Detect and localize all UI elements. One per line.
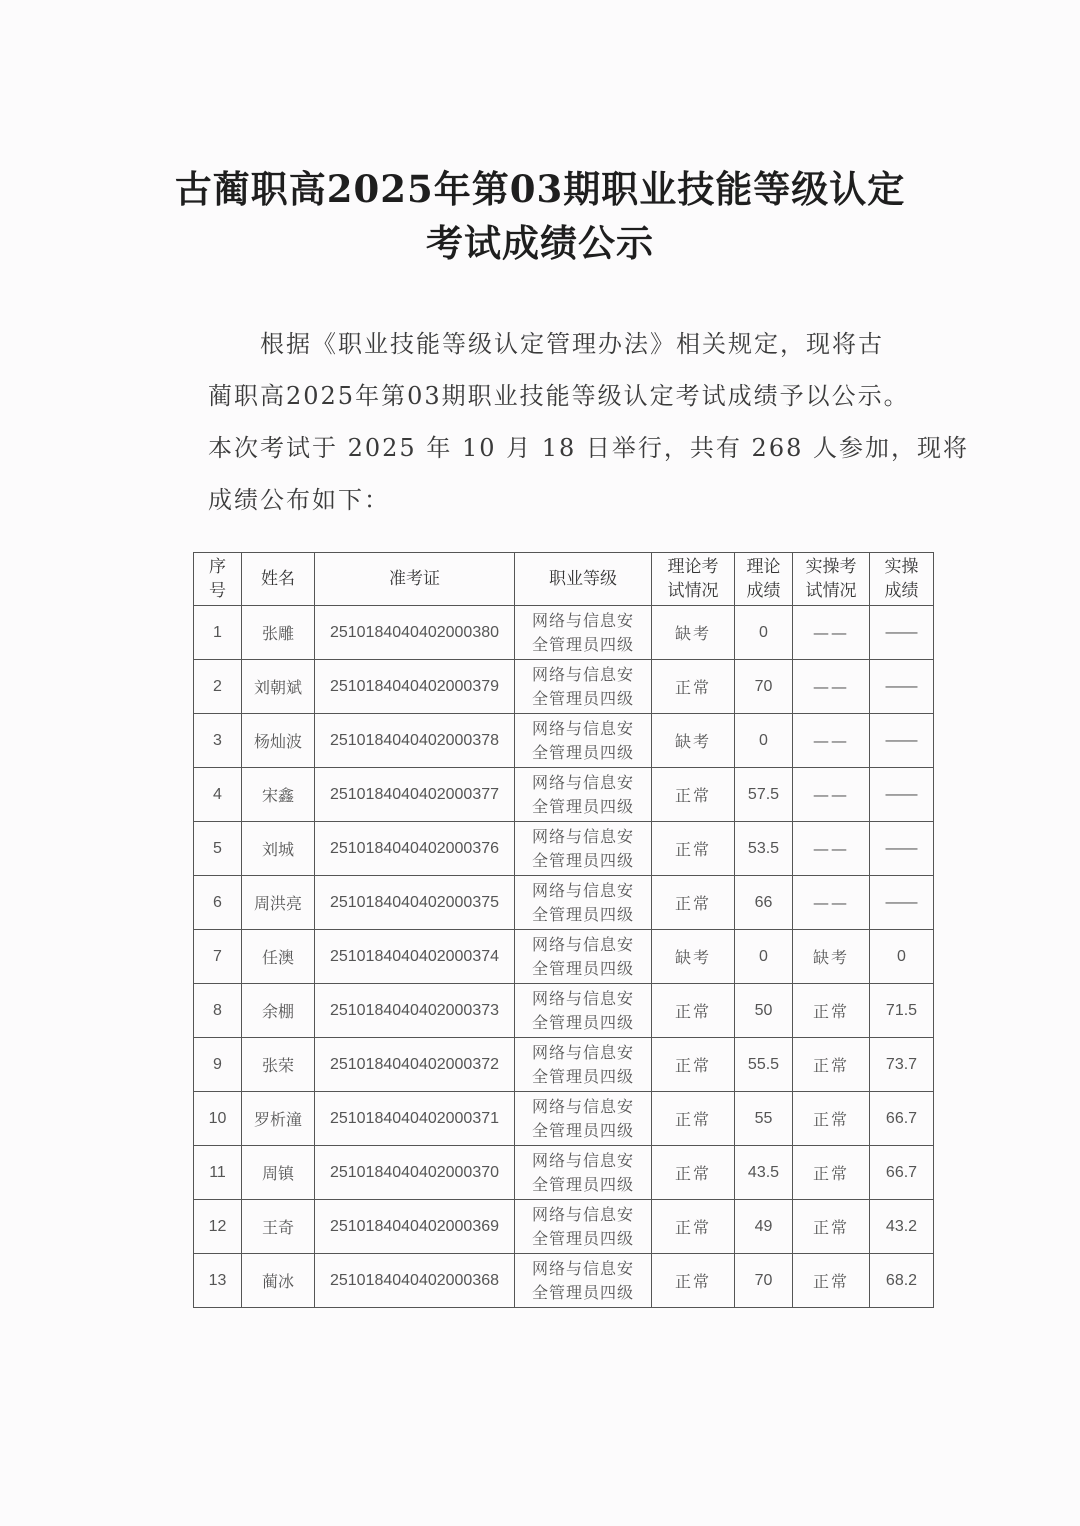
cell-theory-score: 70 bbox=[735, 1254, 793, 1308]
cell-level bbox=[515, 1254, 652, 1308]
cell-name: 杨灿波 bbox=[242, 714, 315, 768]
cell-level-line-2: 全管理员四级 bbox=[531, 850, 634, 870]
cell-theory-status: 正常 bbox=[652, 1038, 735, 1092]
cell-level-line-2: 全管理员四级 bbox=[531, 796, 634, 816]
cell-ticket: 2510184040402000376 bbox=[315, 822, 515, 876]
cell-level-line-2: 全管理员四级 bbox=[531, 742, 634, 762]
cell-practical-score: 0 bbox=[870, 930, 934, 984]
cell-theory-score: 49 bbox=[735, 1200, 793, 1254]
table-row bbox=[194, 714, 934, 768]
cell-level bbox=[515, 768, 652, 822]
cell-level-line-1: 网络与信息安 bbox=[531, 826, 634, 846]
table-row bbox=[194, 660, 934, 714]
cell-theory-status: 正常 bbox=[652, 1092, 735, 1146]
cell-name: 刘城 bbox=[242, 822, 315, 876]
title-line-2: 考试成绩公示 bbox=[426, 221, 654, 265]
table-row bbox=[194, 606, 934, 660]
paragraph-line-4: 成绩公布如下： bbox=[208, 486, 390, 514]
cell-ticket: 2510184040402000369 bbox=[315, 1200, 515, 1254]
cell-theory-status: 缺考 bbox=[652, 714, 735, 768]
cell-level-line-2: 全管理员四级 bbox=[531, 1174, 634, 1194]
cell-theory-status: 正常 bbox=[652, 822, 735, 876]
cell-name: 蔺冰 bbox=[242, 1254, 315, 1308]
cell-theory-score: 66 bbox=[735, 876, 793, 930]
cell-ticket: 2510184040402000370 bbox=[315, 1146, 515, 1200]
cell-seq: 4 bbox=[194, 768, 242, 822]
cell-seq: 3 bbox=[194, 714, 242, 768]
cell-practical-score: 66.7 bbox=[870, 1146, 934, 1200]
cell-practical-status: 正常 bbox=[793, 984, 870, 1038]
cell-level-line-1: 网络与信息安 bbox=[531, 772, 634, 792]
cell-practical-score: —— bbox=[870, 768, 934, 822]
cell-theory-status: 正常 bbox=[652, 984, 735, 1038]
cell-ticket: 2510184040402000379 bbox=[315, 660, 515, 714]
header-name: 姓名 bbox=[242, 553, 315, 606]
cell-practical-score: 73.7 bbox=[870, 1038, 934, 1092]
cell-ticket: 2510184040402000377 bbox=[315, 768, 515, 822]
cell-seq: 11 bbox=[194, 1146, 242, 1200]
cell-theory-score: 0 bbox=[735, 606, 793, 660]
cell-name: 周洪亮 bbox=[242, 876, 315, 930]
cell-level-line-1: 网络与信息安 bbox=[531, 1150, 634, 1170]
cell-practical-status: 正常 bbox=[793, 1146, 870, 1200]
cell-practical-score: 68.2 bbox=[870, 1254, 934, 1308]
cell-practical-score: —— bbox=[870, 876, 934, 930]
cell-level-line-2: 全管理员四级 bbox=[531, 1066, 634, 1086]
table-row bbox=[194, 768, 934, 822]
cell-name: 宋鑫 bbox=[242, 768, 315, 822]
cell-level bbox=[515, 984, 652, 1038]
cell-ticket: 2510184040402000380 bbox=[315, 606, 515, 660]
cell-level-line-2: 全管理员四级 bbox=[531, 1282, 634, 1302]
cell-theory-score: 53.5 bbox=[735, 822, 793, 876]
header-ticket: 准考证 bbox=[315, 553, 515, 606]
cell-theory-status: 正常 bbox=[652, 1200, 735, 1254]
cell-level-line-1: 网络与信息安 bbox=[531, 1042, 634, 1062]
cell-name: 任澳 bbox=[242, 930, 315, 984]
cell-seq: 7 bbox=[194, 930, 242, 984]
cell-level-line-1: 网络与信息安 bbox=[531, 934, 634, 954]
cell-name: 刘朝斌 bbox=[242, 660, 315, 714]
cell-theory-score: 55 bbox=[735, 1092, 793, 1146]
cell-name: 张荣 bbox=[242, 1038, 315, 1092]
cell-seq: 6 bbox=[194, 876, 242, 930]
cell-practical-status: 正常 bbox=[793, 1092, 870, 1146]
cell-name: 周镇 bbox=[242, 1146, 315, 1200]
cell-theory-score: 57.5 bbox=[735, 768, 793, 822]
header-theory-status: 理论考 试情况 bbox=[652, 553, 735, 606]
cell-practical-status: 正常 bbox=[793, 1200, 870, 1254]
cell-practical-status: 正常 bbox=[793, 1254, 870, 1308]
cell-level-line-2: 全管理员四级 bbox=[531, 1228, 634, 1248]
table-row bbox=[194, 1092, 934, 1146]
cell-practical-status: 正常 bbox=[793, 1038, 870, 1092]
cell-level-line-1: 网络与信息安 bbox=[531, 1204, 634, 1224]
header-seq: 序 号 bbox=[194, 553, 242, 606]
cell-seq: 13 bbox=[194, 1254, 242, 1308]
cell-level bbox=[515, 1146, 652, 1200]
cell-seq: 5 bbox=[194, 822, 242, 876]
cell-level bbox=[515, 1038, 652, 1092]
cell-level-line-2: 全管理员四级 bbox=[531, 688, 634, 708]
cell-level-line-1: 网络与信息安 bbox=[531, 880, 634, 900]
cell-theory-status: 正常 bbox=[652, 1146, 735, 1200]
cell-practical-score: —— bbox=[870, 714, 934, 768]
cell-seq: 9 bbox=[194, 1038, 242, 1092]
cell-theory-status: 缺考 bbox=[652, 930, 735, 984]
cell-theory-status: 缺考 bbox=[652, 606, 735, 660]
cell-ticket: 2510184040402000374 bbox=[315, 930, 515, 984]
cell-practical-status: —— bbox=[793, 714, 870, 768]
cell-level-line-1: 网络与信息安 bbox=[531, 1096, 634, 1116]
cell-theory-status: 正常 bbox=[652, 876, 735, 930]
cell-practical-status: —— bbox=[793, 606, 870, 660]
cell-level bbox=[515, 822, 652, 876]
cell-level-line-1: 网络与信息安 bbox=[531, 1258, 634, 1278]
cell-ticket: 2510184040402000375 bbox=[315, 876, 515, 930]
cell-seq: 12 bbox=[194, 1200, 242, 1254]
cell-theory-status: 正常 bbox=[652, 1254, 735, 1308]
cell-ticket: 2510184040402000368 bbox=[315, 1254, 515, 1308]
header-practical-status: 实操考 试情况 bbox=[793, 553, 870, 606]
table-row bbox=[194, 984, 934, 1038]
cell-practical-score: —— bbox=[870, 660, 934, 714]
cell-theory-status: 正常 bbox=[652, 660, 735, 714]
cell-level-line-1: 网络与信息安 bbox=[531, 664, 634, 684]
cell-level-line-2: 全管理员四级 bbox=[531, 1012, 634, 1032]
score-table bbox=[193, 552, 934, 1308]
title-line-1: 古蔺职高2025年第03期职业技能等级认定 bbox=[174, 167, 906, 211]
header-practical-score: 实操 成绩 bbox=[870, 553, 934, 606]
paragraph-line-2: 蔺职高2025年第03期职业技能等级认定考试成绩予以公示。 bbox=[208, 382, 910, 410]
cell-level-line-1: 网络与信息安 bbox=[531, 718, 634, 738]
cell-level-line-2: 全管理员四级 bbox=[531, 904, 634, 924]
cell-ticket: 2510184040402000371 bbox=[315, 1092, 515, 1146]
cell-theory-score: 0 bbox=[735, 930, 793, 984]
cell-ticket: 2510184040402000372 bbox=[315, 1038, 515, 1092]
paragraph-line-3: 本次考试于 2025 年 10 月 18 日举行，共有 268 人参加，现将 bbox=[208, 434, 969, 462]
cell-practical-score: 43.2 bbox=[870, 1200, 934, 1254]
cell-theory-score: 0 bbox=[735, 714, 793, 768]
cell-practical-score: —— bbox=[870, 822, 934, 876]
table-row bbox=[194, 930, 934, 984]
paragraph-line-1: 根据《职业技能等级认定管理办法》相关规定，现将古 bbox=[260, 330, 884, 358]
header-theory-score: 理论 成绩 bbox=[735, 553, 793, 606]
table-row bbox=[194, 876, 934, 930]
cell-practical-status: —— bbox=[793, 876, 870, 930]
cell-theory-score: 55.5 bbox=[735, 1038, 793, 1092]
table-row bbox=[194, 1200, 934, 1254]
cell-theory-score: 70 bbox=[735, 660, 793, 714]
table-row bbox=[194, 1254, 934, 1308]
cell-theory-status: 正常 bbox=[652, 768, 735, 822]
table-row bbox=[194, 1038, 934, 1092]
table-row bbox=[194, 822, 934, 876]
cell-level-line-1: 网络与信息安 bbox=[531, 610, 634, 630]
document-title bbox=[0, 162, 1080, 270]
header-level: 职业等级 bbox=[515, 553, 652, 606]
cell-level bbox=[515, 660, 652, 714]
cell-ticket: 2510184040402000373 bbox=[315, 984, 515, 1038]
cell-practical-score: —— bbox=[870, 606, 934, 660]
cell-practical-score: 71.5 bbox=[870, 984, 934, 1038]
cell-practical-status: 缺考 bbox=[793, 930, 870, 984]
cell-level-line-2: 全管理员四级 bbox=[531, 1120, 634, 1140]
cell-level bbox=[515, 1092, 652, 1146]
cell-level-line-2: 全管理员四级 bbox=[531, 634, 634, 654]
cell-practical-status: —— bbox=[793, 822, 870, 876]
table-header-row bbox=[194, 553, 934, 606]
cell-level bbox=[515, 1200, 652, 1254]
cell-name: 张雕 bbox=[242, 606, 315, 660]
cell-level bbox=[515, 876, 652, 930]
cell-name: 余棚 bbox=[242, 984, 315, 1038]
cell-level-line-2: 全管理员四级 bbox=[531, 958, 634, 978]
cell-practical-score: 66.7 bbox=[870, 1092, 934, 1146]
cell-seq: 1 bbox=[194, 606, 242, 660]
cell-name: 罗析潼 bbox=[242, 1092, 315, 1146]
cell-seq: 2 bbox=[194, 660, 242, 714]
cell-level bbox=[515, 930, 652, 984]
table-body bbox=[194, 606, 934, 1308]
cell-seq: 10 bbox=[194, 1092, 242, 1146]
cell-name: 王奇 bbox=[242, 1200, 315, 1254]
cell-seq: 8 bbox=[194, 984, 242, 1038]
cell-practical-status: —— bbox=[793, 660, 870, 714]
cell-theory-score: 50 bbox=[735, 984, 793, 1038]
cell-theory-score: 43.5 bbox=[735, 1146, 793, 1200]
intro-paragraph bbox=[208, 318, 969, 526]
cell-level bbox=[515, 606, 652, 660]
cell-level-line-1: 网络与信息安 bbox=[531, 988, 634, 1008]
table-row bbox=[194, 1146, 934, 1200]
cell-practical-status: —— bbox=[793, 768, 870, 822]
cell-ticket: 2510184040402000378 bbox=[315, 714, 515, 768]
cell-level bbox=[515, 714, 652, 768]
